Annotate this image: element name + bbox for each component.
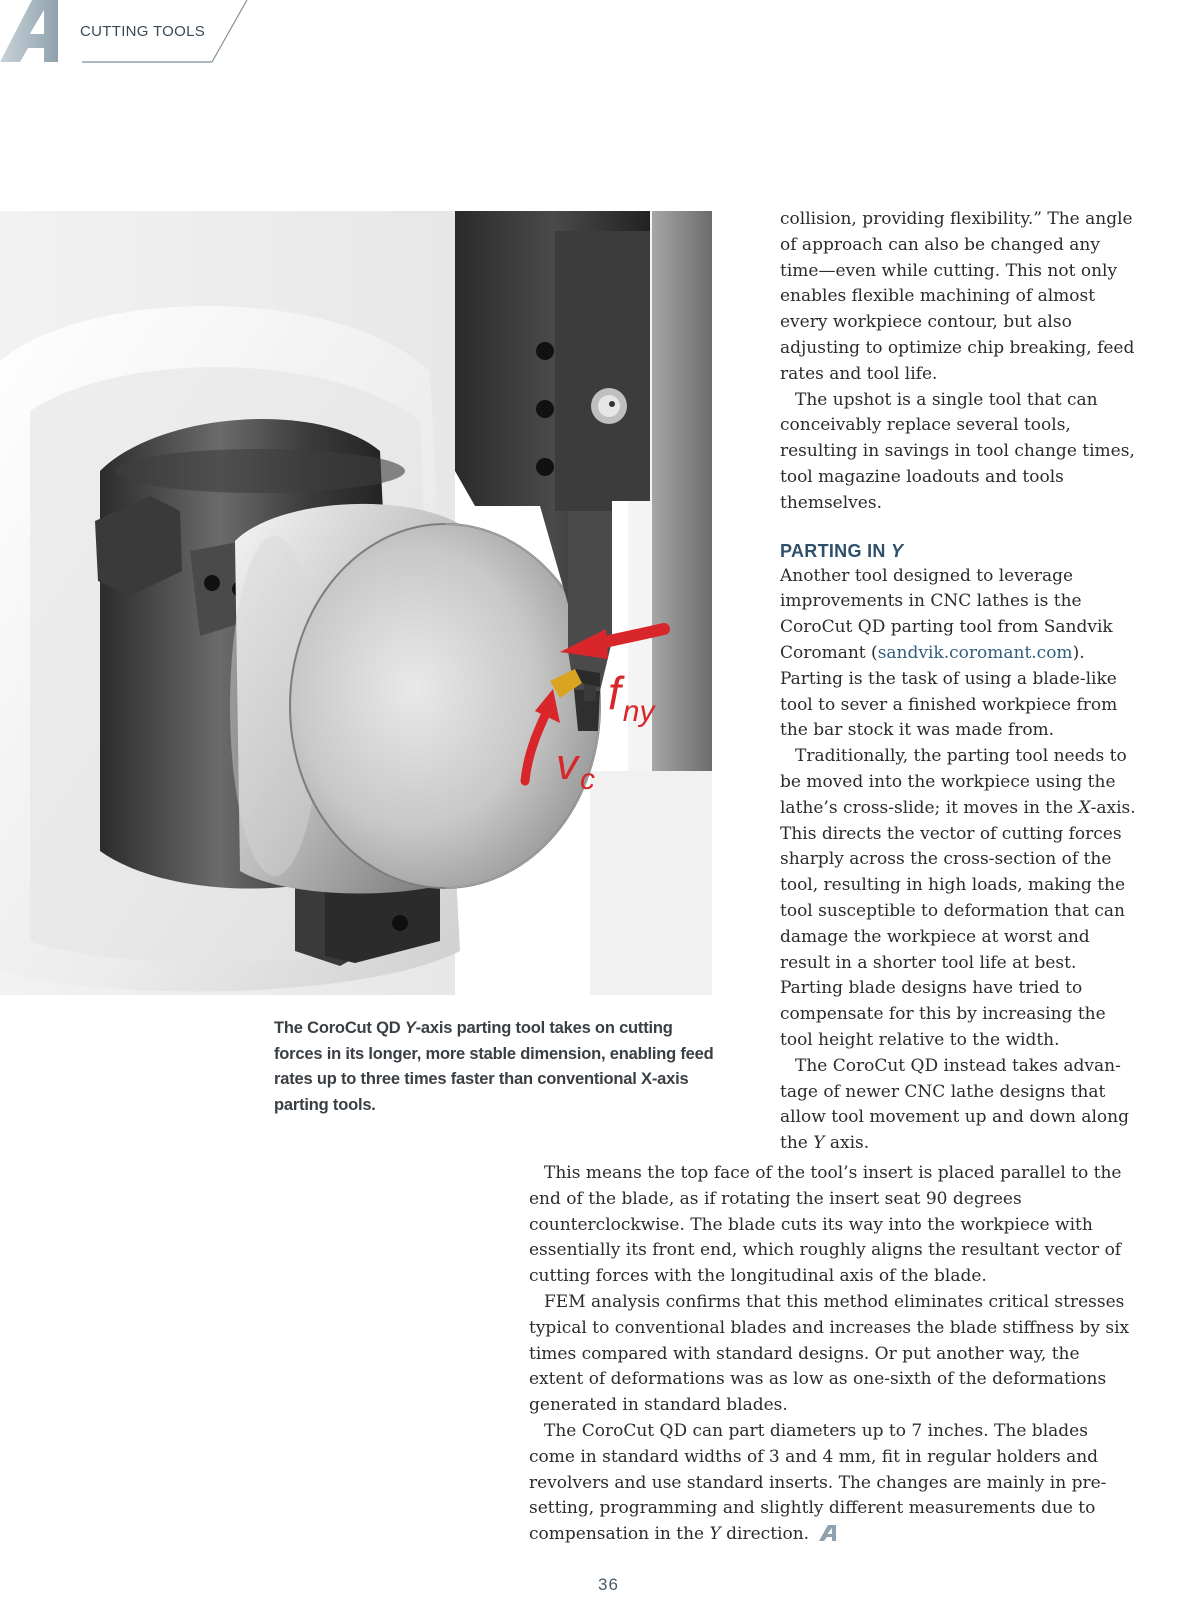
feed-force-label: $f_{ny}$ [608, 667, 655, 728]
paragraph: FEM analysis confirms that this method eliminates critical stresses typical to conventional blades and increases the blade stiffness by six times compared with standard designs. Or put another way, the extent of deformations was as low as one-sixth of the deformations generated in standard blades. [529, 1291, 1130, 1416]
running-header [0, 0, 260, 64]
paragraph: The CoroCut QD can part diameters up to 7 inches. The blades come in standard widths of 3 and 4 mm, fit in regular holders and revolvers and use standard inserts. The changes are mainly in pre-setting, programming and slightly different measurements due to compensation in the Y direction. [529, 1420, 1107, 1545]
right-text-column [780, 207, 1140, 1157]
paragraph: Traditionally, the parting tool needs to be moved into the workpiece using the lathe’s cross-slide; it moves in the X-axis. This directs the vector of cutting forces sharply across the cross-section of the tool, resulting in high loads, making the tool susceptible to deformation that can damage the workpiece at worst and result in a shorter tool life at best. Parting blade designs have tried to compensate for this by increasing the tool height relative to the width. [780, 746, 1136, 1050]
end-mark-icon [819, 1525, 841, 1541]
wide-text-column [529, 1161, 1134, 1548]
sandvik-link[interactable]: sandvik.coromant.com [877, 642, 1073, 663]
parting-tool-figure [0, 211, 712, 995]
paragraph: Another tool designed to leverage improvements in CNC lathes is the CoroCut QD parting tool from Sandvik Coromant (sandvik.coromant.com). Parting is the task of using a blade-like tool to sever a finished workpiece from the bar stock it was made from. [780, 565, 1118, 741]
section-label: CUTTING TOOLS [80, 23, 206, 40]
parting-tool-illustration [0, 211, 712, 995]
cutting-speed-label: $v_c$ [556, 740, 595, 796]
paragraph: This means the top face of the tool’s insert is placed parallel to the end of the blade, as if rotating the insert seat 90 degrees counterclockwise. The blade cuts its way into the workpiece with essentially its front end, which roughly aligns the resultant vector of cutting forces with the longitudinal axis of the blade. [529, 1163, 1122, 1287]
figure-caption: The CoroCut QD Y-axis parting tool takes on cutting forces in its longer, more stable dimension, enabling feed rates up to three times faster than conventional X-axis parting tools. [274, 1019, 714, 1114]
page-number: 36 [598, 1575, 619, 1594]
paragraph: The CoroCut QD instead takes advantage of newer CNC lathe designs that allow tool movement up and down along the Y axis. [780, 1055, 1129, 1154]
section-subhead: PARTING IN Y [780, 540, 904, 561]
paragraph: The upshot is a single tool that can conceivably replace several tools, resulting in savings in tool change times, tool magazine loadouts and tools themselves. [780, 389, 1135, 513]
paragraph: collision, providing flexibility.” The angle of approach can also be changed any time—even while cutting. This not only enables flexible machining of almost every workpiece contour, but also adjusting to optimize chip breaking, feed rates and tool life. [780, 209, 1135, 384]
